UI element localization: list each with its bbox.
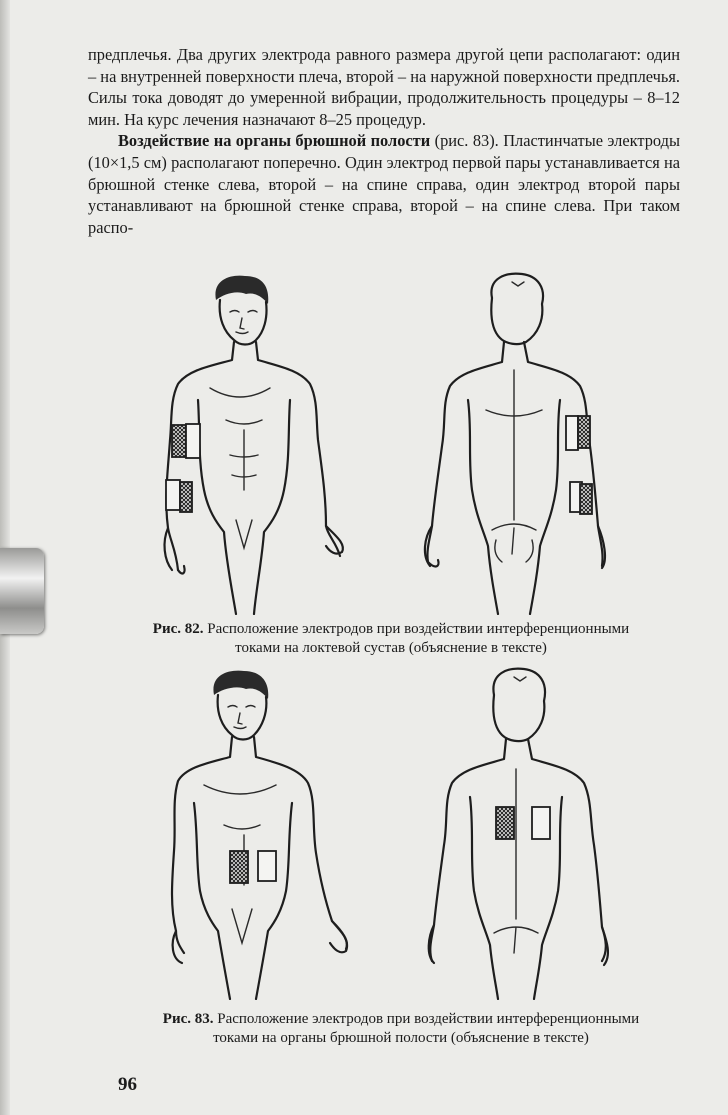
back-figure-83 [429,669,608,999]
electrode-hatched-back [496,807,514,839]
paragraph-2 [88,130,680,238]
figure-83-caption-line2: токами на органы брюшной полости (объяснение в тексте) [213,1030,589,1046]
front-figure-83 [172,671,347,999]
body-text [88,44,680,238]
electrode-hatched-forearm-front [180,482,192,512]
figure-82-caption-line2: токами на локтевой сустав (объяснение в тексте) [235,640,547,656]
page-number: 96 [118,1074,137,1095]
back-figure [425,274,605,614]
binder-clip [0,548,44,634]
figure-83-caption-line1: Расположение электродов при воздействии интерференционными [213,1011,640,1027]
electrode-plain-forearm-front [166,480,180,510]
electrode-hatched-arm-front [172,425,186,457]
figure-83-label: Рис. 83. [162,1011,214,1027]
electrode-plain-abdomen-front [258,851,276,881]
figure-82-caption [96,620,686,658]
electrode-hatched-forearm-back [580,484,592,514]
section-heading-inline: Воздействие на органы брюшной полости [118,131,431,151]
paragraph-1: предплечья. Два других электрода равного размера другой цепи располагают: один – на внутренней поверхности плеча, второй – на наружной поверхности предплечья. Силы тока доводят до умеренной вибрации, продолжительность процедуры – 8–12 мин. На курс лечения назначают 8–25 процедур. [88,45,680,129]
electrode-hatched-arm-back [578,416,590,448]
figure-83-illustration [150,665,620,1000]
figure-82-illustration [150,270,620,615]
electrode-plain-arm-front [186,424,200,458]
figure-82-label: Рис. 82. [152,621,204,637]
electrode-plain-back [532,807,550,839]
figure-82-caption-line1: Расположение электродов при воздействии интерференционными [203,621,630,637]
paragraph-2-text: (рис. 83). Пластинчатые электроды (10×1,5 см) располагают поперечно. Один электрод первой пары устанавливается на брюшной стенке слева, второй – на спине справа, один электрод второй пары устанавливают на брюшной стенке справа, второй – на спине слева. При таком распо- [88,131,681,237]
front-figure [165,276,343,614]
figure-83-caption [106,1010,696,1048]
electrode-plain-arm-back [566,416,578,450]
electrode-hatched-abdomen-front [230,851,248,883]
